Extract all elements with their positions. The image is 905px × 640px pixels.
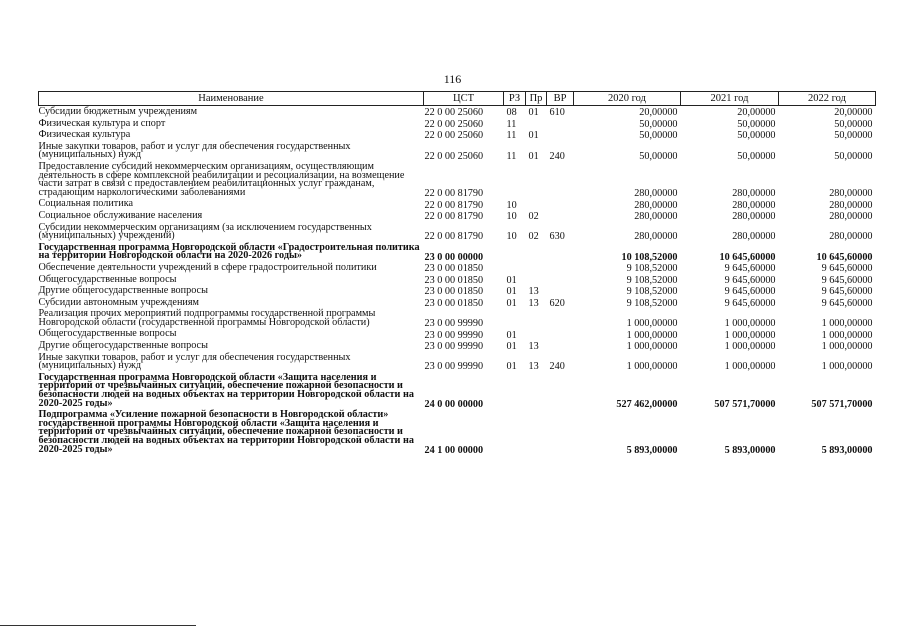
- row-name-cell: Физическая культура: [38, 129, 131, 141]
- row-cst-cell: 22 0 00 25060: [424, 118, 484, 130]
- row-2021-cell: 1 000,00000: [724, 318, 776, 330]
- footnote-rule: [0, 625, 196, 626]
- row-pr-cell: 13: [528, 297, 539, 309]
- table-row: [39, 242, 876, 262]
- row-vr-cell: [547, 372, 574, 409]
- table-row: [39, 141, 876, 161]
- row-name-cell: Государственная программа Новгородской области «Градостроительная политика на территории Новгородской области на 2020-2026 годы»: [38, 241, 420, 262]
- table-row: [39, 328, 876, 340]
- table-row: [39, 352, 876, 372]
- table-row: [39, 285, 876, 297]
- row-2022-cell: 50,00000: [834, 150, 873, 162]
- row-cst-cell: 23 0 00 01850: [424, 263, 484, 275]
- row-vr-cell: 240: [549, 150, 565, 162]
- row-name-cell: Иные закупки товаров, работ и услуг для обеспечения государственных (муниципальных) нужд: [38, 140, 351, 161]
- row-2022-cell: 280,00000: [829, 211, 873, 223]
- row-cst-cell: 22 0 00 81790: [424, 199, 484, 211]
- table-row: [39, 372, 876, 409]
- row-pr-cell: [526, 161, 547, 198]
- row-rz-cell: 10: [506, 211, 517, 223]
- header-2021: 2021 год: [681, 92, 779, 106]
- row-rz-cell: [504, 262, 526, 274]
- row-vr-cell: 620: [549, 297, 565, 309]
- row-2022-cell: 10 645,60000: [816, 251, 873, 263]
- row-2020-cell: 9 108,52000: [626, 263, 678, 275]
- table-row: [39, 210, 876, 222]
- row-vr-cell: [547, 308, 574, 328]
- row-vr-cell: [547, 340, 574, 352]
- row-2022-cell: 9 645,60000: [821, 263, 873, 275]
- row-2020-cell: 50,00000: [639, 118, 678, 130]
- row-cst-cell: 22 0 00 81790: [424, 231, 484, 243]
- row-name-cell: Физическая культура и спорт: [38, 117, 166, 129]
- table-row: [39, 340, 876, 352]
- row-vr-cell: [547, 274, 574, 286]
- row-2021-cell: 9 645,60000: [724, 297, 776, 309]
- row-name-cell: Субсидии бюджетным учреждениям: [38, 106, 198, 117]
- row-vr-cell: [547, 409, 574, 455]
- row-name-cell: Общегосударственные вопросы: [38, 328, 177, 340]
- row-2021-cell: 280,00000: [732, 231, 776, 243]
- row-cst-cell: 23 0 00 99990: [424, 361, 484, 373]
- row-2022-cell: 1 000,00000: [821, 361, 873, 373]
- row-cst-cell: 23 0 00 99990: [424, 318, 484, 330]
- row-name-cell: Другие общегосударственные вопросы: [38, 340, 208, 352]
- row-2021-cell: 50,00000: [737, 118, 776, 130]
- table-row: [39, 308, 876, 328]
- row-pr-cell: 13: [528, 361, 539, 373]
- row-2021-cell: 507 571,70000: [714, 398, 776, 410]
- row-2022-cell: 1 000,00000: [821, 329, 873, 341]
- row-rz-cell: 11: [506, 150, 517, 162]
- row-name-cell: Обеспечение деятельности учреждений в сфере градостроительной политики: [38, 261, 377, 273]
- row-vr-cell: [547, 210, 574, 222]
- row-rz-cell: 10: [506, 231, 517, 243]
- row-2020-cell: 50,00000: [639, 130, 678, 142]
- row-2022-cell: 9 645,60000: [821, 297, 873, 309]
- header-2022: 2022 год: [779, 92, 876, 106]
- row-2022-cell: 1 000,00000: [821, 318, 873, 330]
- row-2021-cell: 5 893,00000: [724, 444, 776, 456]
- row-cst-cell: 22 0 00 25060: [424, 107, 484, 119]
- row-2020-cell: 50,00000: [639, 150, 678, 162]
- row-vr-cell: [547, 161, 574, 198]
- row-2021-cell: 9 645,60000: [724, 286, 776, 298]
- table-row: [39, 262, 876, 274]
- row-cst-cell: 23 0 00 01850: [424, 297, 484, 309]
- header-rz: РЗ: [504, 92, 526, 106]
- row-2022-cell: 1 000,00000: [821, 341, 873, 353]
- row-2022-cell: 20,00000: [834, 107, 873, 119]
- row-2021-cell: 9 645,60000: [724, 263, 776, 275]
- row-2021-cell: 1 000,00000: [724, 361, 776, 373]
- row-rz-cell: [504, 308, 526, 328]
- row-cst-cell: 22 0 00 81790: [424, 187, 484, 199]
- row-2022-cell: 5 893,00000: [821, 444, 873, 456]
- row-cst-cell: 24 0 00 00000: [424, 398, 484, 410]
- row-2020-cell: 9 108,52000: [626, 297, 678, 309]
- row-name-cell: Другие общегосударственные вопросы: [38, 285, 208, 297]
- row-name-cell: Подпрограмма «Усиление пожарной безопасности в Новгородской области» государственной программы Новгородской области «Защита населения и территорий от чрезвычайных ситуаций, обеспечение пожарной безопасности и безопасности людей на водных объектах на территории Новгородской области на 2020-2025 годы»: [38, 409, 414, 455]
- row-2022-cell: 50,00000: [834, 130, 873, 142]
- row-pr-cell: 02: [528, 231, 539, 243]
- row-2022-cell: 50,00000: [834, 118, 873, 130]
- row-pr-cell: [526, 262, 547, 274]
- row-2022-cell: 9 645,60000: [821, 274, 873, 286]
- row-2021-cell: 280,00000: [732, 199, 776, 211]
- row-name-cell: Предоставление субсидий некоммерческим организациям, осуществляющим деятельность в сфере комплексной реабилитации и ресоциализации, на возмещение части затрат в связи с предоставлением реабилитационных услуг гражданам, страдающим наркологическими заболеваниями: [38, 160, 405, 198]
- row-vr-cell: 240: [549, 361, 565, 373]
- row-cst-cell: 23 0 00 99990: [424, 329, 484, 341]
- row-2021-cell: 10 645,60000: [719, 251, 776, 263]
- row-vr-cell: [547, 198, 574, 210]
- row-vr-cell: [547, 129, 574, 141]
- row-2020-cell: 1 000,00000: [626, 318, 678, 330]
- table-row: [39, 161, 876, 198]
- row-2022-cell: 280,00000: [829, 231, 873, 243]
- table-header-row: [39, 92, 876, 106]
- row-rz-cell: 01: [506, 329, 517, 341]
- row-cst-cell: 23 0 00 01850: [424, 274, 484, 286]
- row-rz-cell: 01: [506, 274, 517, 286]
- row-cst-cell: 23 0 00 99990: [424, 341, 484, 353]
- row-rz-cell: [504, 161, 526, 198]
- row-vr-cell: [547, 262, 574, 274]
- table-body: [39, 106, 876, 456]
- row-name-cell: Субсидии некоммерческим организациям (за исключением государственных (муниципальных) учреждений): [38, 221, 372, 242]
- row-cst-cell: 22 0 00 25060: [424, 130, 484, 142]
- row-2020-cell: 9 108,52000: [626, 286, 678, 298]
- row-pr-cell: 13: [528, 341, 539, 353]
- page-number: 116: [443, 72, 462, 86]
- row-2022-cell: 280,00000: [829, 199, 873, 211]
- row-vr-cell: 610: [549, 107, 565, 119]
- row-name-cell: Социальное обслуживание населения: [38, 209, 203, 221]
- row-pr-cell: [526, 118, 547, 130]
- row-2020-cell: 280,00000: [634, 231, 678, 243]
- row-vr-cell: [547, 328, 574, 340]
- row-name-cell: Государственная программа Новгородской области «Защита населения и территорий от чрезвычайных ситуаций, обеспечение пожарной безопасности и безопасности людей на водных объектах на территории Новгородской области на 2020-2025 годы»: [38, 371, 414, 409]
- row-cst-cell: 23 0 00 00000: [424, 251, 484, 263]
- row-name-cell: Субсидии автономным учреждениям: [38, 296, 199, 308]
- row-pr-cell: 01: [528, 130, 539, 142]
- row-rz-cell: 11: [506, 130, 517, 142]
- table-row: [39, 106, 876, 118]
- row-pr-cell: [526, 372, 547, 409]
- row-2021-cell: 1 000,00000: [724, 329, 776, 341]
- row-2021-cell: 9 645,60000: [724, 274, 776, 286]
- row-pr-cell: [526, 308, 547, 328]
- table-row: [39, 409, 876, 455]
- row-name-cell: Реализация прочих мероприятий подпрограммы государственной программы Новгородской области (государственной программы Новгородской области): [38, 308, 376, 328]
- row-2020-cell: 5 893,00000: [626, 444, 678, 456]
- row-2020-cell: 280,00000: [634, 187, 678, 199]
- row-2020-cell: 10 108,52000: [621, 251, 678, 263]
- row-2021-cell: 1 000,00000: [724, 341, 776, 353]
- table-row: [39, 198, 876, 210]
- budget-table: [38, 91, 876, 455]
- row-vr-cell: 630: [549, 231, 565, 243]
- row-pr-cell: [526, 274, 547, 286]
- row-2022-cell: 9 645,60000: [821, 286, 873, 298]
- row-rz-cell: 01: [506, 297, 517, 309]
- header-name: Наименование: [39, 92, 424, 106]
- row-rz-cell: 01: [506, 286, 517, 298]
- row-vr-cell: [547, 285, 574, 297]
- row-rz-cell: [504, 242, 526, 262]
- row-rz-cell: [504, 372, 526, 409]
- table-row: [39, 222, 876, 242]
- row-2021-cell: 20,00000: [737, 107, 776, 119]
- row-rz-cell: 11: [506, 118, 517, 130]
- row-2021-cell: 50,00000: [737, 130, 776, 142]
- header-2020: 2020 год: [574, 92, 681, 106]
- table-row: [39, 129, 876, 141]
- row-rz-cell: 10: [506, 199, 517, 211]
- row-name-cell: Иные закупки товаров, работ и услуг для обеспечения государственных (муниципальных) нужд: [38, 351, 351, 372]
- row-2020-cell: 280,00000: [634, 211, 678, 223]
- row-rz-cell: [504, 409, 526, 455]
- table-row: [39, 274, 876, 286]
- row-rz-cell: 01: [506, 341, 517, 353]
- row-2022-cell: 507 571,70000: [811, 398, 873, 410]
- row-pr-cell: 02: [528, 211, 539, 223]
- row-2020-cell: 1 000,00000: [626, 361, 678, 373]
- row-2021-cell: 280,00000: [732, 211, 776, 223]
- row-2020-cell: 1 000,00000: [626, 329, 678, 341]
- row-name-cell: Социальная политика: [38, 198, 134, 210]
- row-2020-cell: 280,00000: [634, 199, 678, 211]
- row-rz-cell: 01: [506, 361, 517, 373]
- row-vr-cell: [547, 118, 574, 130]
- header-cst: ЦСТ: [424, 92, 504, 106]
- row-cst-cell: 24 1 00 00000: [424, 444, 484, 456]
- row-rz-cell: 08: [506, 107, 517, 119]
- row-2020-cell: 9 108,52000: [626, 274, 678, 286]
- header-pr: Пр: [526, 92, 547, 106]
- row-pr-cell: [526, 409, 547, 455]
- table-row: [39, 118, 876, 130]
- row-2022-cell: 280,00000: [829, 187, 873, 199]
- header-vr: ВР: [547, 92, 574, 106]
- row-2021-cell: 50,00000: [737, 150, 776, 162]
- row-2021-cell: 280,00000: [732, 187, 776, 199]
- row-pr-cell: [526, 328, 547, 340]
- row-cst-cell: 23 0 00 01850: [424, 286, 484, 298]
- row-2020-cell: 527 462,00000: [616, 398, 678, 410]
- row-cst-cell: 22 0 00 81790: [424, 211, 484, 223]
- row-2020-cell: 1 000,00000: [626, 341, 678, 353]
- row-pr-cell: 13: [528, 286, 539, 298]
- row-pr-cell: 01: [528, 150, 539, 162]
- row-pr-cell: [526, 198, 547, 210]
- row-name-cell: Общегосударственные вопросы: [38, 273, 177, 285]
- row-pr-cell: [526, 242, 547, 262]
- table-row: [39, 297, 876, 309]
- row-2020-cell: 20,00000: [639, 107, 678, 119]
- row-cst-cell: 22 0 00 25060: [424, 150, 484, 162]
- row-pr-cell: 01: [528, 107, 539, 119]
- row-vr-cell: [547, 242, 574, 262]
